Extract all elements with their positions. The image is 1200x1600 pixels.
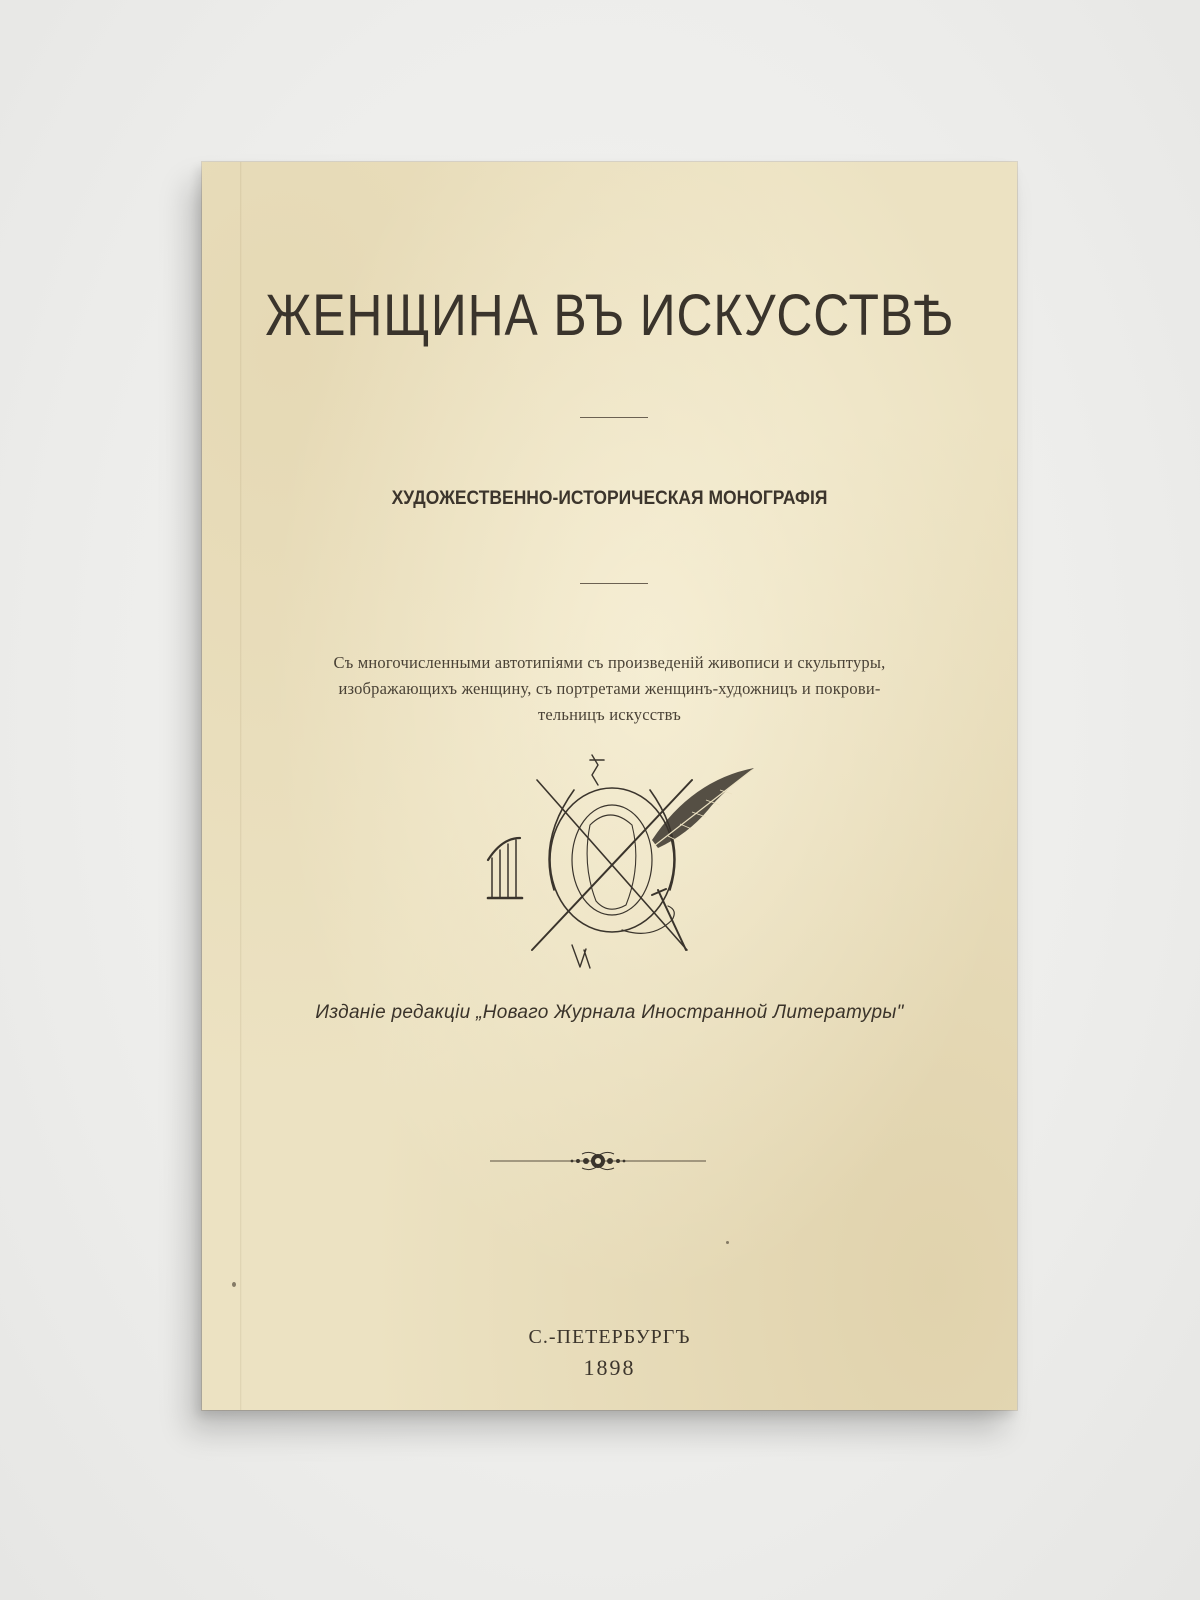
description-line: Съ многочисленными автотипіями съ произведеній живописи и скульптуры,	[333, 653, 886, 672]
book-cover	[202, 162, 1017, 1410]
divider-rule	[580, 583, 648, 584]
description-line: тельницъ искусствъ	[538, 705, 681, 724]
book-description	[262, 650, 957, 728]
description-line: изображающихъ женщину, съ портретами женщинъ-художницъ и покрови-	[338, 679, 881, 698]
paper-speck	[232, 1282, 236, 1287]
publication-year: 1898	[583, 1355, 636, 1380]
arts-emblem-icon	[462, 740, 762, 972]
spine-shading	[240, 162, 242, 1410]
publisher-line: Изданіе редакціи „Новаго Журнала Иностранной Литературы"	[315, 1002, 904, 1023]
divider-rule	[580, 417, 648, 418]
floral-ornament-icon	[490, 1148, 706, 1174]
book-title: ЖЕНЩИНА ВЪ ИСКУССТВѢ	[265, 283, 954, 348]
paper-speck	[726, 1241, 729, 1244]
publication-city: С.-ПЕТЕРБУРГЪ	[528, 1326, 691, 1348]
book-subtitle: ХУДОЖЕСТВЕННО-ИСТОРИЧЕСКАЯ МОНОГРАФІЯ	[391, 488, 828, 509]
